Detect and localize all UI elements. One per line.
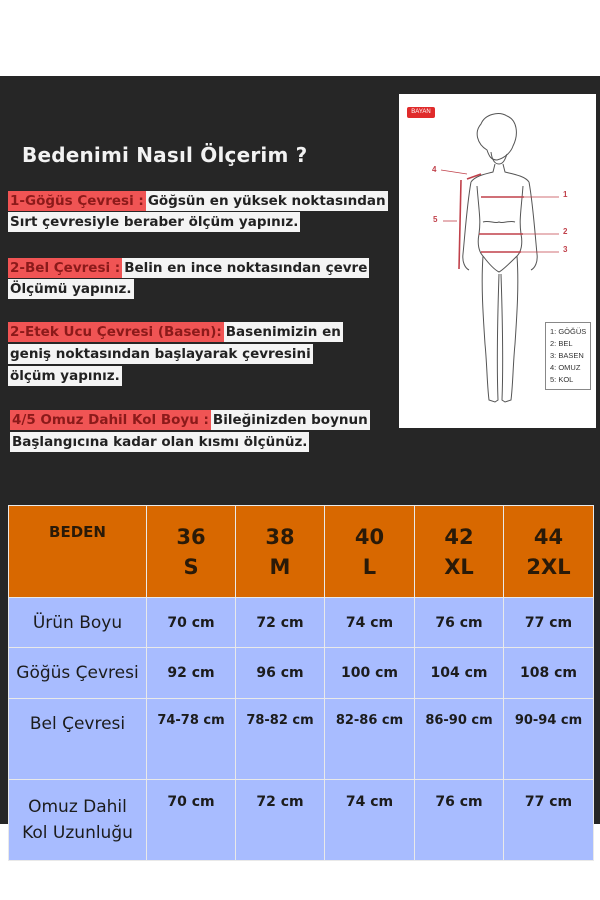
legend-item: 4: OMUZ [550, 363, 581, 372]
table-cell: 108 cm [504, 648, 594, 699]
guide-item-label: 1-Göğüs Çevresi : [10, 193, 144, 209]
table-cell: 74 cm [325, 780, 415, 861]
table-cell: 76 cm [415, 598, 504, 648]
table-cell: 96 cm [236, 648, 325, 699]
table-row-chest [9, 648, 594, 699]
row-label: Bel Çevresi [9, 699, 147, 780]
legend-item: 2: BEL [550, 339, 573, 348]
guide-item-chest-line-1 [8, 191, 388, 211]
size-chart-table [8, 505, 594, 861]
legend-item: 3: BASEN [550, 351, 584, 360]
row-label-line: Kol Uzunluğu [22, 823, 133, 843]
guide-item-text: geniş noktasından başlayarak çevresini [10, 346, 311, 362]
table-cell: 70 cm [147, 780, 236, 861]
table-cell: 78-82 cm [236, 699, 325, 780]
table-cell: 74 cm [325, 598, 415, 648]
size-header-44 [504, 506, 594, 598]
row-label [9, 780, 147, 861]
figure-tag: BAYAN [407, 107, 435, 118]
marker-2: 2 [563, 227, 568, 236]
table-cell: 74-78 cm [147, 699, 236, 780]
table-cell: 70 cm [147, 598, 236, 648]
table-row-sleeve [9, 780, 594, 861]
table-cell: 86-90 cm [415, 699, 504, 780]
guide-item-sleeve-line-2 [10, 432, 309, 452]
body-measurement-figure [399, 94, 596, 428]
marker-3: 3 [563, 245, 568, 254]
guide-item-text: Basenimizin en [225, 324, 341, 340]
table-row-waist [9, 699, 594, 780]
size-header-row [9, 506, 594, 598]
marker-5: 5 [433, 215, 438, 224]
guide-title: Bedenimi Nasıl Ölçerim ? [22, 143, 308, 167]
guide-item-text: Sırt çevresiyle beraber ölçüm yapınız. [10, 214, 299, 230]
guide-item-label: 2-Etek Ucu Çevresi (Basen): [10, 324, 222, 340]
table-cell: 100 cm [325, 648, 415, 699]
table-cell: 72 cm [236, 598, 325, 648]
row-label-line: Omuz Dahil [28, 797, 127, 817]
table-cell: 92 cm [147, 648, 236, 699]
guide-item-hip-line-2 [8, 344, 313, 364]
size-letter: M [269, 554, 291, 579]
guide-item-hip-line-3 [8, 366, 122, 386]
size-number: 40 [354, 524, 385, 549]
header-corner: BEDEN [9, 506, 147, 598]
size-number: 44 [533, 524, 564, 549]
guide-item-sleeve-line-1 [10, 410, 370, 430]
table-cell: 82-86 cm [325, 699, 415, 780]
size-number: 36 [176, 524, 206, 549]
guide-item-label: 4/5 Omuz Dahil Kol Boyu : [12, 412, 209, 428]
guide-item-label: 2-Bel Çevresi : [10, 260, 121, 276]
guide-item-hip-line-1 [8, 322, 343, 342]
guide-item-waist-line-2 [8, 279, 134, 299]
table-row-length [9, 598, 594, 648]
size-header-36 [147, 506, 236, 598]
size-number: 38 [265, 524, 295, 549]
figure-legend [545, 322, 591, 390]
legend-item: 1: GÖĞÜS [550, 327, 587, 336]
guide-item-text: Belin en ince noktasından çevre [124, 260, 368, 276]
size-letter: L [362, 554, 377, 579]
table-cell: 72 cm [236, 780, 325, 861]
guide-item-waist-line-1 [8, 258, 369, 278]
size-header-38 [236, 506, 325, 598]
row-label: Ürün Boyu [9, 598, 147, 648]
table-cell: 77 cm [504, 598, 594, 648]
size-letter: 2XL [526, 554, 571, 579]
marker-1: 1 [563, 190, 568, 199]
guide-item-text: Bileğinizden boynun [212, 412, 368, 428]
size-letter: S [183, 554, 199, 579]
legend-item: 5: KOL [550, 375, 574, 384]
guide-item-text: Başlangıcına kadar olan kısmı ölçünüz. [12, 434, 308, 450]
row-label: Göğüs Çevresi [9, 648, 147, 699]
size-header-42 [415, 506, 504, 598]
table-cell: 76 cm [415, 780, 504, 861]
table-cell: 104 cm [415, 648, 504, 699]
guide-item-text: Göğsün en yüksek noktasından [147, 193, 386, 209]
guide-item-text: Ölçümü yapınız. [10, 281, 132, 297]
guide-item-chest-line-2 [8, 212, 300, 232]
table-cell: 90-94 cm [504, 699, 594, 780]
table-cell: 77 cm [504, 780, 594, 861]
size-letter: XL [444, 554, 474, 579]
guide-item-text: ölçüm yapınız. [10, 368, 120, 384]
size-header-40 [325, 506, 415, 598]
marker-4: 4 [432, 165, 437, 174]
size-number: 42 [444, 524, 474, 549]
